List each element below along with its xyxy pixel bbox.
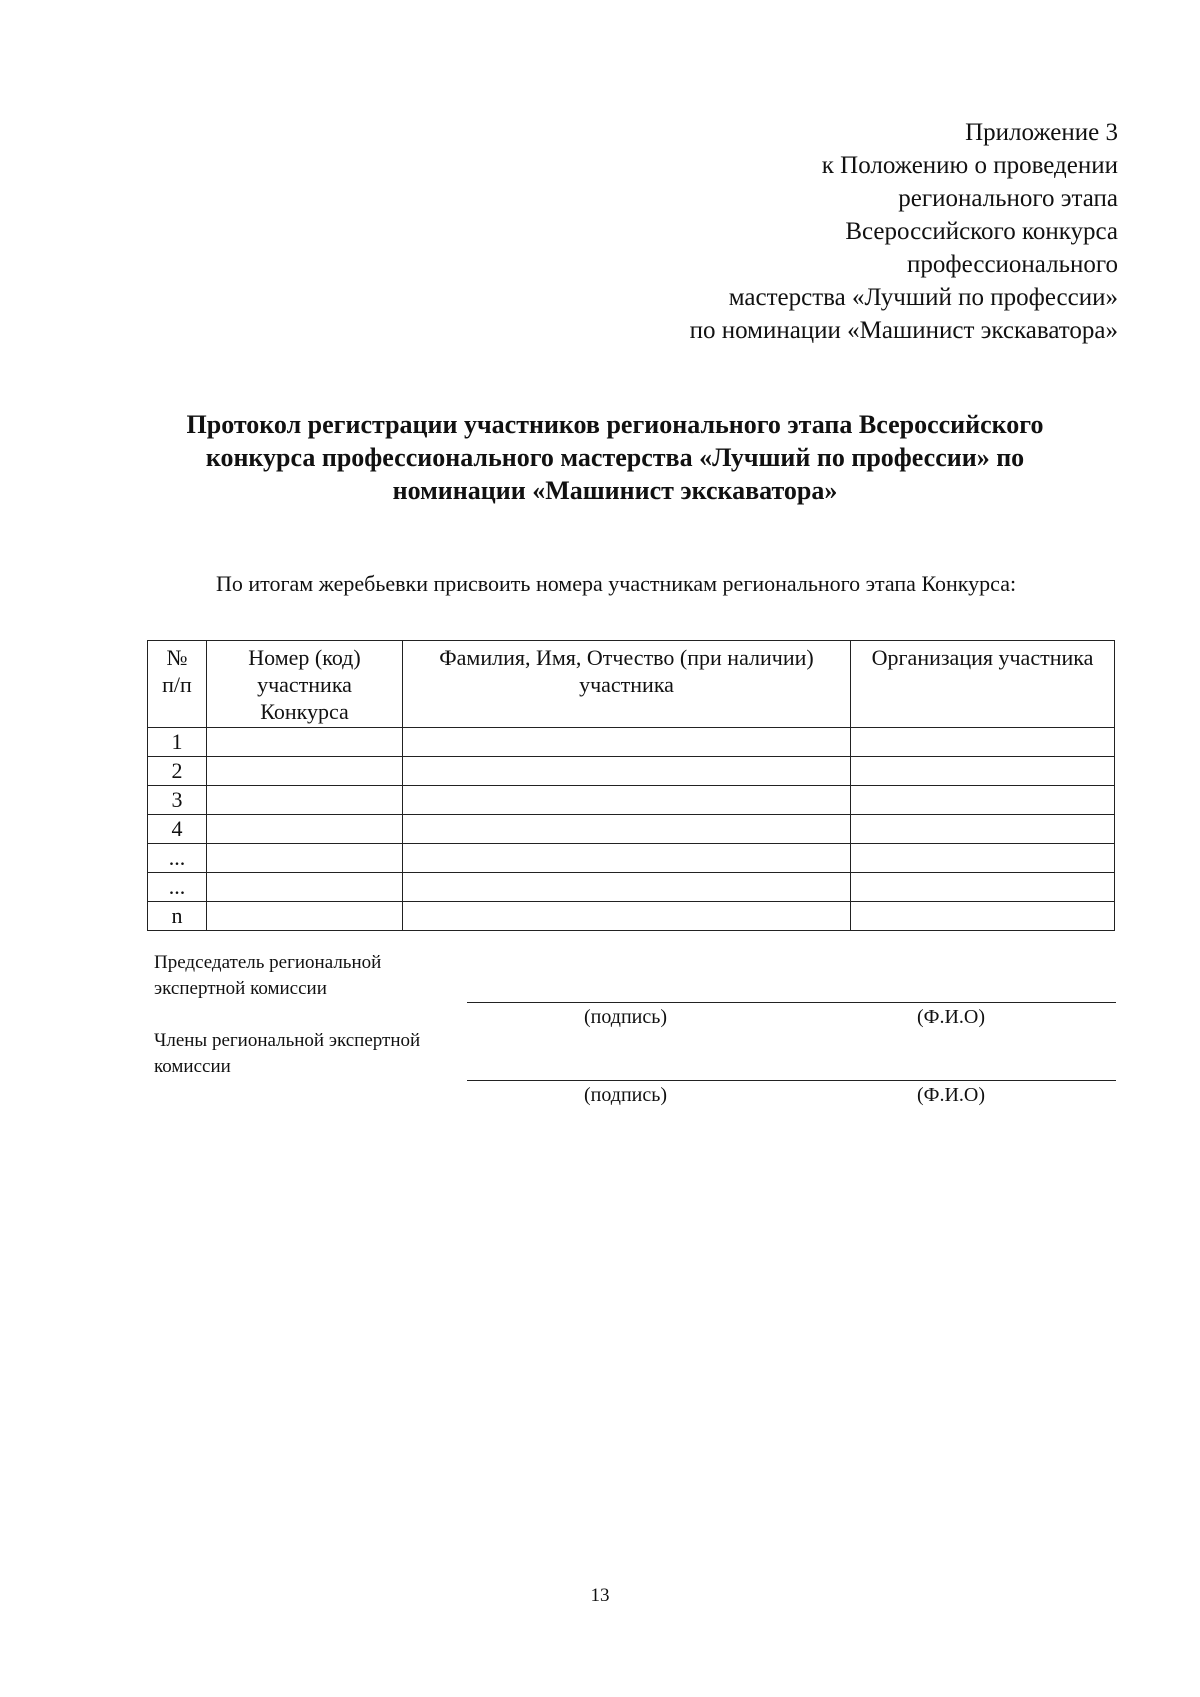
participant-code-cell[interactable] — [207, 844, 403, 873]
full-name-cell[interactable] — [403, 786, 851, 815]
organization-cell[interactable] — [851, 728, 1115, 757]
row-number-cell: 4 — [148, 815, 207, 844]
chair-signature-line[interactable] — [467, 1002, 1116, 1003]
row-number-cell: 3 — [148, 786, 207, 815]
row-number-cell: n — [148, 902, 207, 931]
organization-cell[interactable] — [851, 786, 1115, 815]
appendix-header — [690, 116, 1118, 347]
row-number-cell: ... — [148, 873, 207, 902]
table-row — [148, 757, 1115, 786]
table-row — [148, 786, 1115, 815]
full-name-cell[interactable] — [403, 815, 851, 844]
appendix-line: профессионального — [907, 251, 1118, 278]
full-name-cell[interactable] — [403, 902, 851, 931]
participant-code-cell[interactable] — [207, 873, 403, 902]
full-name-cell[interactable] — [403, 873, 851, 902]
row-number-cell: 2 — [148, 757, 207, 786]
organization-cell[interactable] — [851, 873, 1115, 902]
document-title — [120, 408, 1110, 507]
members-label: Члены региональной экспертной комиссии — [154, 1030, 421, 1077]
table-header-row — [148, 641, 1115, 728]
table-row — [148, 873, 1115, 902]
table-row — [148, 902, 1115, 931]
full-name-cell[interactable] — [403, 728, 851, 757]
full-name-cell[interactable] — [403, 757, 851, 786]
appendix-line: мастерства «Лучший по профессии» — [728, 284, 1118, 311]
appendix-line: регионального этапа — [898, 185, 1118, 212]
intro-text: По итогам жеребьевки присвоить номера участникам регионального этапа Конкурса: — [216, 571, 1017, 596]
appendix-line: по номинации «Машинист экскаватора» — [689, 317, 1118, 344]
chair-label: Председатель региональной экспертной комиссии — [154, 952, 382, 999]
table-row — [148, 844, 1115, 873]
full-name-cell[interactable] — [403, 844, 851, 873]
row-number-cell: ... — [148, 844, 207, 873]
participant-code-cell[interactable] — [207, 757, 403, 786]
title-line: номинации «Машинист экскаватора» — [392, 476, 838, 505]
organization-cell[interactable] — [851, 757, 1115, 786]
organization-cell[interactable] — [851, 815, 1115, 844]
chair-name-caption: (Ф.И.О) — [917, 1006, 986, 1028]
table-row — [148, 728, 1115, 757]
chair-signature-caption: (подпись) — [584, 1006, 668, 1028]
row-number-cell: 1 — [148, 728, 207, 757]
title-line: конкурса профессионального мастерства «Лучший по профессии» по — [205, 443, 1025, 472]
appendix-line: Всероссийского конкурса — [845, 218, 1118, 245]
participant-code-cell[interactable] — [207, 728, 403, 757]
table-row — [148, 815, 1115, 844]
title-line: Протокол регистрации участников регионального этапа Всероссийского — [186, 410, 1044, 439]
members-signature-line[interactable] — [467, 1080, 1116, 1081]
header-number: № п/п — [148, 641, 207, 728]
header-participant-code: Номер (код) участника Конкурса — [207, 641, 403, 728]
members-name-caption: (Ф.И.О) — [917, 1084, 986, 1106]
members-signature-caption: (подпись) — [584, 1084, 668, 1106]
participant-code-cell[interactable] — [207, 786, 403, 815]
header-organization: Организация участника — [851, 641, 1115, 728]
appendix-line: Приложение 3 — [965, 119, 1118, 146]
organization-cell[interactable] — [851, 844, 1115, 873]
participant-code-cell[interactable] — [207, 815, 403, 844]
appendix-line: к Положению о проведении — [821, 152, 1118, 179]
header-full-name: Фамилия, Имя, Отчество (при наличии) участника — [403, 641, 851, 728]
page-number: 13 — [590, 1585, 610, 1606]
registration-table — [147, 640, 1115, 931]
participant-code-cell[interactable] — [207, 902, 403, 931]
organization-cell[interactable] — [851, 902, 1115, 931]
